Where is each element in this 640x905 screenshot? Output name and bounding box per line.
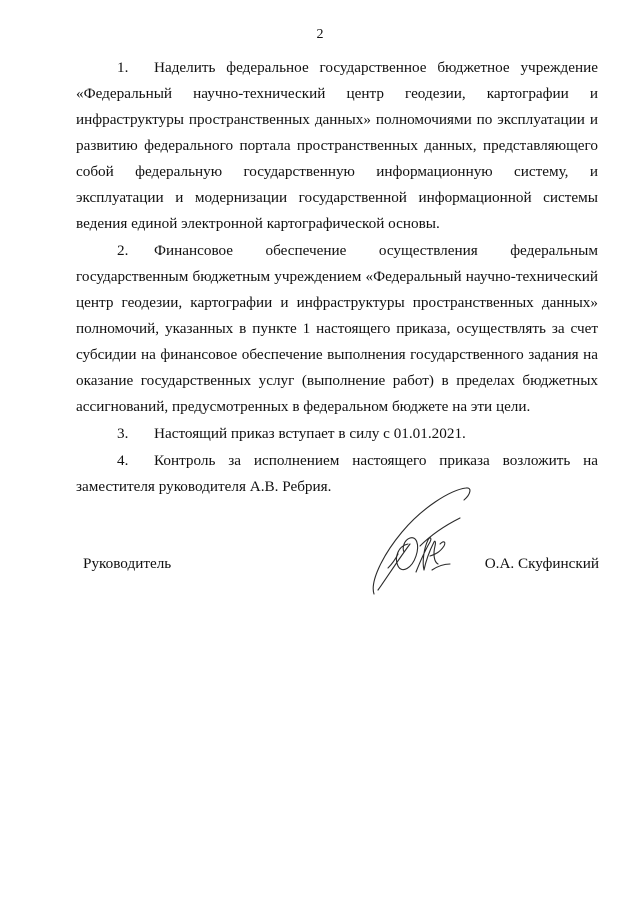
signature-block — [83, 553, 599, 575]
signatory-title: Руководитель — [83, 555, 172, 572]
paragraph-number: 3. — [117, 425, 129, 442]
paragraph-2 — [76, 238, 598, 420]
paragraph-3 — [76, 421, 598, 447]
paragraph-number: 2. — [117, 242, 129, 259]
signatory-name: О.А. Скуфинский — [484, 555, 599, 572]
paragraph-text: Настоящий приказ вступает в силу с 01.01.2021. — [154, 425, 466, 442]
paragraph-text: Финансовое обеспечение осуществления федеральным государственным бюджетным учреждением «Федеральный научно-технический центр геодезии, картографии и инфраструктуры пространственных данных» полномочий, указанных в пункте 1 настоящего приказа, осуществлять за счет субсидии на финансовое обеспечение выполнения государственного задания на оказание государственных услуг (выполнение работ) в пределах бюджетных ассигнований, предусмотренных в федеральном бюджете на эти цели. — [76, 242, 598, 415]
paragraph-4 — [76, 448, 598, 500]
handwritten-signature — [368, 486, 474, 598]
paragraph-text: Наделить федеральное государственное бюджетное учреждение «Федеральный научно-технический центр геодезии, картографии и инфраструктуры пространственных данных» полномочиями по эксплуатации и развитию федерального портала пространственных данных, представляющего собой федеральную государственную информационную систему, и эксплуатации и модернизации государственной информационной системы ведения единой электронной картографической основы. — [76, 59, 598, 232]
paragraph-text: Контроль за исполнением настоящего приказа возложить на заместителя руководителя А.В. Ребрия. — [76, 452, 598, 495]
page-number: 2 — [316, 27, 324, 42]
paragraph-number: 1. — [117, 59, 129, 76]
paragraph-number: 4. — [117, 452, 129, 469]
document-body — [76, 55, 598, 501]
paragraph-1 — [76, 55, 598, 237]
